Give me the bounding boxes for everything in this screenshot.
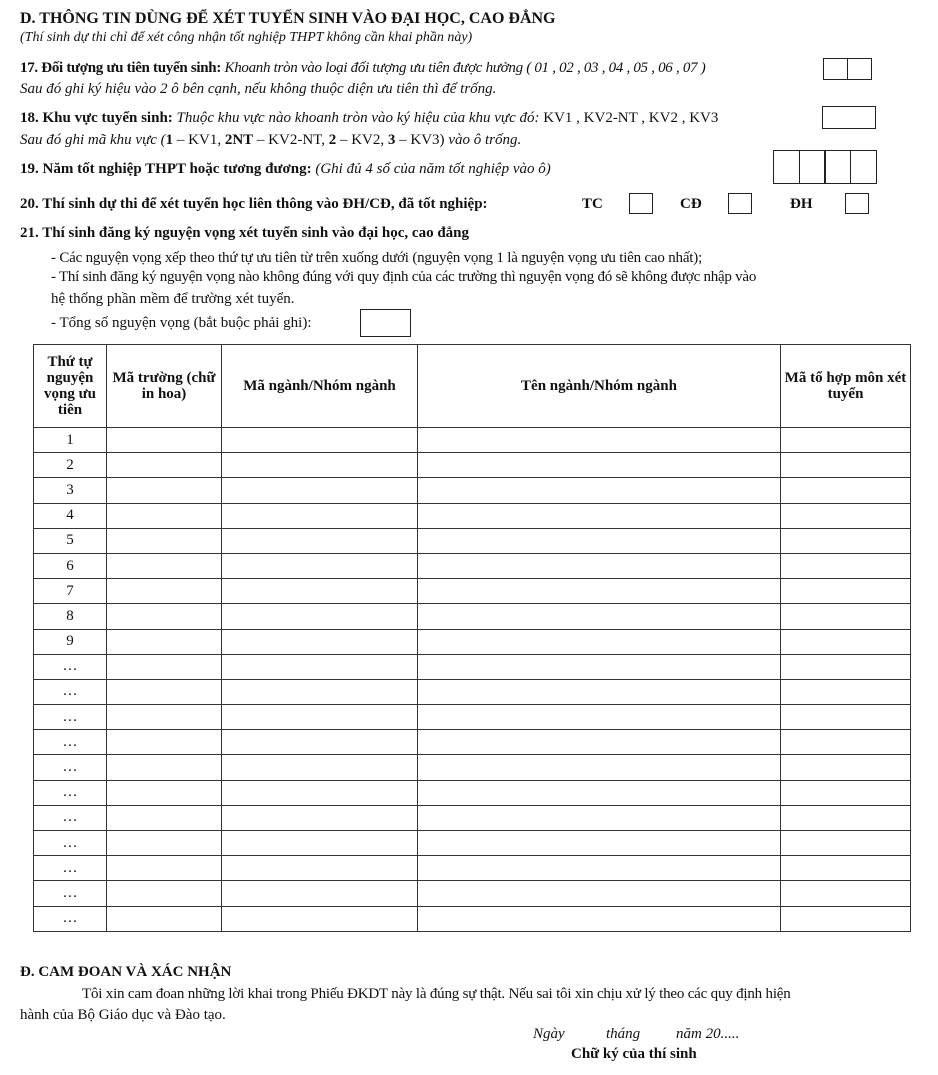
table-row (34, 805, 911, 830)
wish-order-cell: … (34, 780, 107, 805)
q17-label: 17. Đối tượng ưu tiên tuyển sinh: (20, 60, 222, 76)
wish-combo-code-cell[interactable] (781, 453, 911, 478)
wish-order-cell: 2 (34, 453, 107, 478)
table-row (34, 856, 911, 881)
q17-text: Khoanh tròn vào loại đối tượng ưu tiên được hưởng ( 01 , 02 , 03 , 04 , 05 , 06 , 07 ) (224, 60, 706, 76)
table-row (34, 755, 911, 780)
q17-box-1[interactable] (823, 58, 848, 80)
wish-combo-code-cell[interactable] (781, 831, 911, 856)
q18-code-4-text: – KV3) (395, 132, 449, 148)
table-row (34, 553, 911, 578)
table-row (34, 478, 911, 503)
q18-area-box[interactable] (822, 106, 876, 129)
q18-line2-prefix: Sau đó ghi mã khu vực ( (20, 132, 166, 148)
wish-combo-code-cell[interactable] (781, 629, 911, 654)
wish-major-name-cell[interactable] (418, 831, 781, 856)
table-row (34, 705, 911, 730)
wish-major-code-cell[interactable] (222, 755, 418, 780)
wish-school-code-cell[interactable] (107, 906, 222, 931)
wish-order-cell: … (34, 755, 107, 780)
wish-combo-code-cell[interactable] (781, 579, 911, 604)
wish-combo-code-cell[interactable] (781, 805, 911, 830)
wish-order-cell: 7 (34, 579, 107, 604)
header-school: Mã trường (chữ in hoa) (107, 345, 222, 428)
wish-major-name-cell[interactable] (418, 478, 781, 503)
wish-major-name-cell[interactable] (418, 856, 781, 881)
wish-school-code-cell[interactable] (107, 629, 222, 654)
table-row (34, 881, 911, 906)
wish-combo-code-cell[interactable] (781, 856, 911, 881)
wish-major-name-cell[interactable] (418, 906, 781, 931)
q18-line2 (20, 131, 521, 149)
table-row (34, 579, 911, 604)
wish-major-code-cell[interactable] (222, 805, 418, 830)
wish-major-code-cell[interactable] (222, 604, 418, 629)
q17-line2: Sau đó ghi ký hiệu vào 2 ô bên cạnh, nếu không thuộc diện ưu tiên thì để trống. (20, 81, 497, 97)
wish-major-code-cell[interactable] (222, 705, 418, 730)
q18-code-2-text: – KV2-NT, (253, 132, 329, 148)
wish-order-cell: … (34, 705, 107, 730)
q17-line1 (20, 59, 705, 77)
wish-school-code-cell[interactable] (107, 805, 222, 830)
wish-major-code-cell[interactable] (222, 856, 418, 881)
wish-school-code-cell[interactable] (107, 528, 222, 553)
wish-major-name-cell[interactable] (418, 881, 781, 906)
wish-major-name-cell[interactable] (418, 679, 781, 704)
wish-order-cell: 6 (34, 553, 107, 578)
q20-cd-label: CĐ (680, 196, 702, 212)
wish-school-code-cell[interactable] (107, 831, 222, 856)
q19-year-boxes[interactable] (773, 150, 877, 184)
wish-major-code-cell[interactable] (222, 428, 418, 453)
wish-major-name-cell[interactable] (418, 805, 781, 830)
wish-major-code-cell[interactable] (222, 528, 418, 553)
table-row (34, 528, 911, 553)
q21-label: 21. Thí sinh đăng ký nguyện vọng xét tuyển sinh vào đại học, cao đẳng (20, 225, 470, 241)
table-row (34, 428, 911, 453)
q19-label: 19. Năm tốt nghiệp THPT hoặc tương đương: (20, 161, 312, 177)
wish-school-code-cell[interactable] (107, 453, 222, 478)
q18-line1 (20, 109, 718, 127)
wish-order-cell: … (34, 730, 107, 755)
wish-major-code-cell[interactable] (222, 629, 418, 654)
wish-order-cell: … (34, 831, 107, 856)
q20-label: 20. Thí sinh dự thi để xét tuyển học liên thông vào ĐH/CĐ, đã tốt nghiệp: (20, 196, 488, 212)
wish-major-code-cell[interactable] (222, 478, 418, 503)
wish-school-code-cell[interactable] (107, 780, 222, 805)
wish-combo-code-cell[interactable] (781, 780, 911, 805)
q20-cd-checkbox[interactable] (728, 193, 752, 214)
q21-bullet-1: - Các nguyện vọng xếp theo thứ tự ưu tiên từ trên xuống dưới (nguyện vọng 1 là nguyện vọng ưu tiên cao nhất); (51, 250, 703, 266)
q19-year-box-1[interactable] (773, 150, 800, 184)
wish-combo-code-cell[interactable] (781, 478, 911, 503)
wish-major-name-cell[interactable] (418, 755, 781, 780)
wish-major-name-cell[interactable] (418, 629, 781, 654)
q19-year-box-4[interactable] (850, 150, 877, 184)
wish-combo-code-cell[interactable] (781, 503, 911, 528)
wish-order-cell: … (34, 856, 107, 881)
wish-major-name-cell[interactable] (418, 654, 781, 679)
q21-bullet-3: - Tổng số nguyện vọng (bắt buộc phải ghi): (51, 315, 312, 331)
wish-major-code-cell[interactable] (222, 881, 418, 906)
q20-dh-label: ĐH (790, 196, 813, 212)
wish-major-name-cell[interactable] (418, 730, 781, 755)
section-d-note: (Thí sinh dự thi chỉ để xét công nhận tốt nghiệp THPT không cần khai phần này) (20, 30, 473, 45)
wish-combo-code-cell[interactable] (781, 604, 911, 629)
wish-school-code-cell[interactable] (107, 503, 222, 528)
date-day: Ngày (533, 1026, 565, 1042)
wish-order-cell: … (34, 679, 107, 704)
wish-order-cell: … (34, 881, 107, 906)
wish-school-code-cell[interactable] (107, 730, 222, 755)
total-wishes-box[interactable] (360, 309, 411, 337)
q18-line2-suffix: vào ô trống. (448, 132, 522, 148)
wish-combo-code-cell[interactable] (781, 528, 911, 553)
table-row (34, 906, 911, 931)
table-row (34, 604, 911, 629)
wish-order-cell: … (34, 805, 107, 830)
wish-major-name-cell[interactable] (418, 780, 781, 805)
q18-code-4: 3 (387, 132, 396, 148)
q19-line (20, 160, 551, 178)
wish-school-code-cell[interactable] (107, 881, 222, 906)
wish-order-cell: 9 (34, 629, 107, 654)
wish-major-code-cell[interactable] (222, 831, 418, 856)
q20-tc-label: TC (582, 196, 603, 212)
wish-school-code-cell[interactable] (107, 553, 222, 578)
q18-code-1: 1 (165, 132, 174, 148)
q20-dh-checkbox[interactable] (845, 193, 869, 214)
header-major-name: Tên ngành/Nhóm ngành (418, 345, 781, 428)
wish-school-code-cell[interactable] (107, 856, 222, 881)
wish-order-cell: 3 (34, 478, 107, 503)
wish-major-code-cell[interactable] (222, 730, 418, 755)
wish-combo-code-cell[interactable] (781, 553, 911, 578)
q18-code-1-text: – KV1, (173, 132, 225, 148)
wish-school-code-cell[interactable] (107, 679, 222, 704)
q18-code-3-text: – KV2, (336, 132, 388, 148)
wish-combo-code-cell[interactable] (781, 755, 911, 780)
wish-school-code-cell[interactable] (107, 604, 222, 629)
wish-order-cell: 5 (34, 528, 107, 553)
header-major-code: Mã ngành/Nhóm ngành (222, 345, 418, 428)
header-combo: Mã tổ hợp môn xét tuyển (781, 345, 911, 428)
wish-order-cell: … (34, 906, 107, 931)
section-d-title: D. THÔNG TIN DÙNG ĐỂ XÉT TUYỂN SINH VÀO ĐẠI HỌC, CAO ĐẲNG (20, 10, 556, 27)
section-e-text-2: hành của Bộ Giáo dục và Đào tạo. (20, 1007, 226, 1023)
wish-school-code-cell[interactable] (107, 428, 222, 453)
wish-major-code-cell[interactable] (222, 654, 418, 679)
table-row (34, 831, 911, 856)
wish-combo-code-cell[interactable] (781, 705, 911, 730)
wish-major-name-cell[interactable] (418, 453, 781, 478)
date-month: tháng (606, 1026, 641, 1042)
wish-major-name-cell[interactable] (418, 579, 781, 604)
wish-major-name-cell[interactable] (418, 528, 781, 553)
signature-label: Chữ ký của thí sinh (571, 1046, 697, 1062)
section-e-text-1: Tôi xin cam đoan những lời khai trong Phiếu ĐKDT này là đúng sự thật. Nếu sai tôi xin chịu xử lý theo các quy định hiện (82, 986, 791, 1002)
wish-school-code-cell[interactable] (107, 478, 222, 503)
wish-major-name-cell[interactable] (418, 705, 781, 730)
q17-box-2[interactable] (847, 58, 872, 80)
header-order: Thứ tự nguyện vọng ưu tiên (34, 345, 107, 428)
table-row (34, 730, 911, 755)
q18-code-2: 2NT (224, 132, 254, 148)
table-row (34, 629, 911, 654)
wishes-table (33, 344, 911, 932)
table-row (34, 679, 911, 704)
q21-bullet-2b: hệ thống phần mềm để trường xét tuyển. (51, 291, 295, 307)
q18-label: 18. Khu vực tuyển sinh: (20, 110, 173, 126)
wish-school-code-cell[interactable] (107, 755, 222, 780)
wish-major-code-cell[interactable] (222, 906, 418, 931)
wish-combo-code-cell[interactable] (781, 679, 911, 704)
wish-major-name-cell[interactable] (418, 503, 781, 528)
wish-order-cell: 1 (34, 428, 107, 453)
wish-combo-code-cell[interactable] (781, 730, 911, 755)
wish-order-cell: 4 (34, 503, 107, 528)
wish-combo-code-cell[interactable] (781, 428, 911, 453)
q18-code-3: 2 (328, 132, 337, 148)
table-header-row (34, 345, 911, 428)
wish-school-code-cell[interactable] (107, 705, 222, 730)
date-year: năm 20..... (676, 1026, 740, 1042)
wish-combo-code-cell[interactable] (781, 881, 911, 906)
wish-major-name-cell[interactable] (418, 604, 781, 629)
q18-areas: KV1 , KV2-NT , KV2 , KV3 (543, 110, 719, 126)
wish-school-code-cell[interactable] (107, 654, 222, 679)
section-e-title: Đ. CAM ĐOAN VÀ XÁC NHẬN (20, 964, 232, 980)
q21-bullet-2a: - Thí sinh đăng ký nguyện vọng nào không đúng với quy định của các trường thì nguyện vọng đó sẽ không được nhập vào (51, 269, 757, 285)
q19-text: (Ghi đủ 4 số của năm tốt nghiệp vào ô) (315, 161, 551, 177)
table-row (34, 503, 911, 528)
wish-major-name-cell[interactable] (418, 553, 781, 578)
wish-combo-code-cell[interactable] (781, 906, 911, 931)
table-row (34, 453, 911, 478)
q19-year-box-2[interactable] (799, 150, 826, 184)
wish-major-code-cell[interactable] (222, 579, 418, 604)
wish-major-name-cell[interactable] (418, 428, 781, 453)
wish-major-code-cell[interactable] (222, 780, 418, 805)
wish-major-code-cell[interactable] (222, 453, 418, 478)
q20-tc-checkbox[interactable] (629, 193, 653, 214)
q19-year-box-3[interactable] (824, 150, 851, 184)
wish-major-code-cell[interactable] (222, 503, 418, 528)
wish-major-code-cell[interactable] (222, 553, 418, 578)
q17-code-boxes[interactable] (823, 58, 872, 80)
wish-combo-code-cell[interactable] (781, 654, 911, 679)
q18-text: Thuộc khu vực nào khoanh tròn vào ký hiệu của khu vực đó: (176, 110, 540, 126)
wish-school-code-cell[interactable] (107, 579, 222, 604)
wish-order-cell: … (34, 654, 107, 679)
table-row (34, 654, 911, 679)
table-row (34, 780, 911, 805)
wish-order-cell: 8 (34, 604, 107, 629)
wish-major-code-cell[interactable] (222, 679, 418, 704)
